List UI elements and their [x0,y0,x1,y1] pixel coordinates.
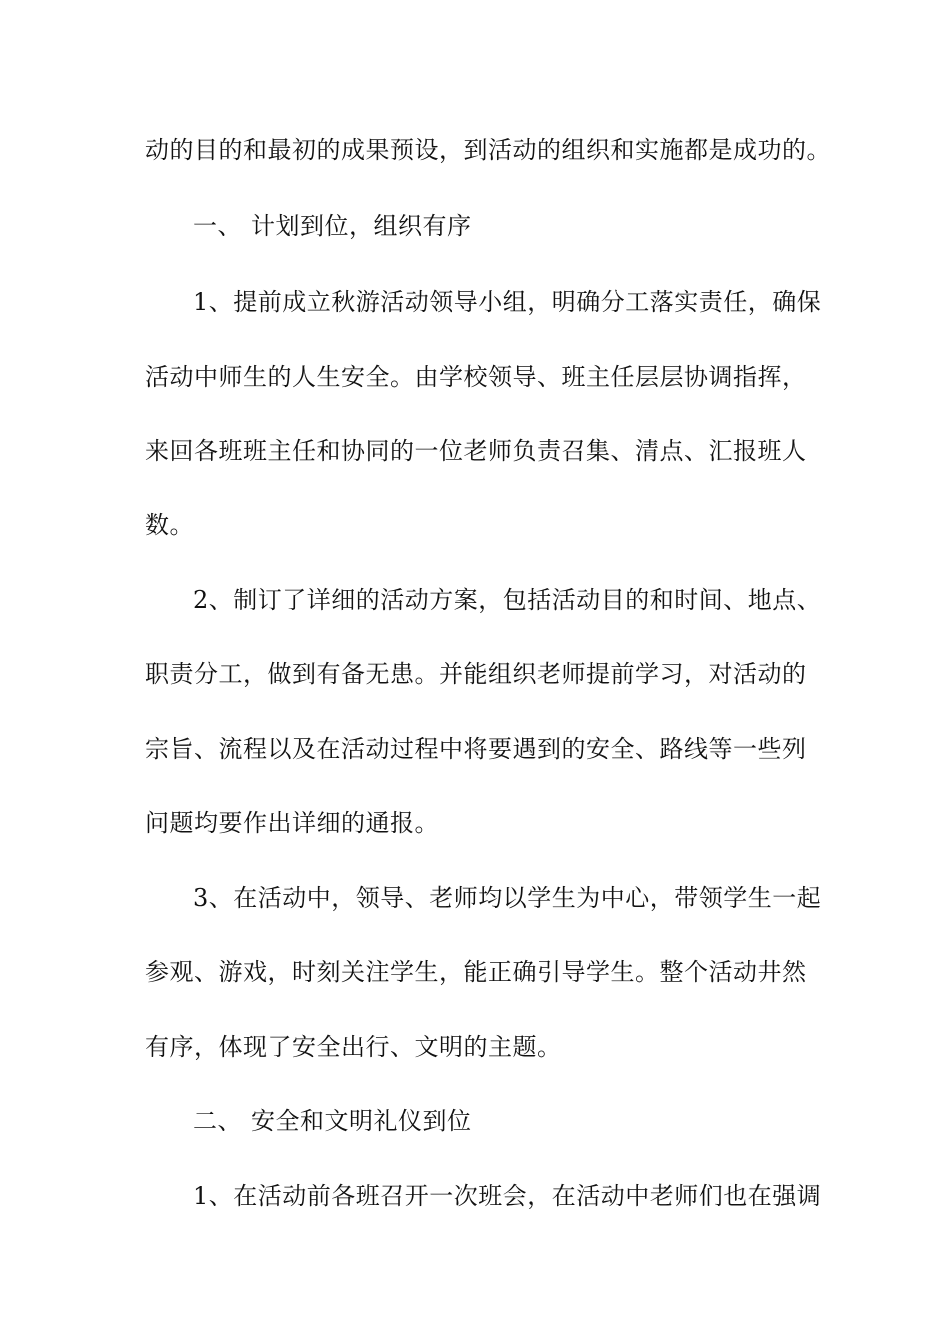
paragraph-line: 活动中师生的人生安全。由学校领导、班主任层层协调指挥， [145,363,807,391]
section-number: 二、 [193,1107,242,1135]
section-heading-1 [193,211,472,241]
paragraph-line: 职责分工，做到有备无患。并能组织老师提前学习，对活动的 [145,660,807,688]
section-heading-2 [193,1106,472,1136]
paragraph-line: 有序，体现了安全出行、文明的主题。 [145,1033,562,1061]
paragraph-line: 1、在活动前各班召开一次班会，在活动中老师们也在强调 [193,1182,822,1210]
paragraph-line: 3、在活动中，领导、老师均以学生为中心，带领学生一起 [193,884,822,912]
section-title: 计划到位，组织有序 [251,212,472,240]
paragraph-line: 来回各班班主任和协同的一位老师负责召集、清点、汇报班人 [145,437,807,465]
section-title: 安全和文明礼仪到位 [251,1107,472,1135]
paragraph-line: 数。 [145,511,194,539]
paragraph-line: 参观、游戏，时刻关注学生，能正确引导学生。整个活动井然 [145,958,807,986]
paragraph-line: 1、提前成立秋游活动领导小组，明确分工落实责任，确保 [193,288,822,316]
paragraph-line: 动的目的和最初的成果预设，到活动的组织和实施都是成功的。 [145,136,831,164]
paragraph-line: 宗旨、流程以及在活动过程中将要遇到的安全、路线等一些列 [145,735,807,763]
paragraph-line: 问题均要作出详细的通报。 [145,809,439,837]
paragraph-line: 2、制订了详细的活动方案，包括活动目的和时间、地点、 [193,586,822,614]
section-number: 一、 [193,212,242,240]
